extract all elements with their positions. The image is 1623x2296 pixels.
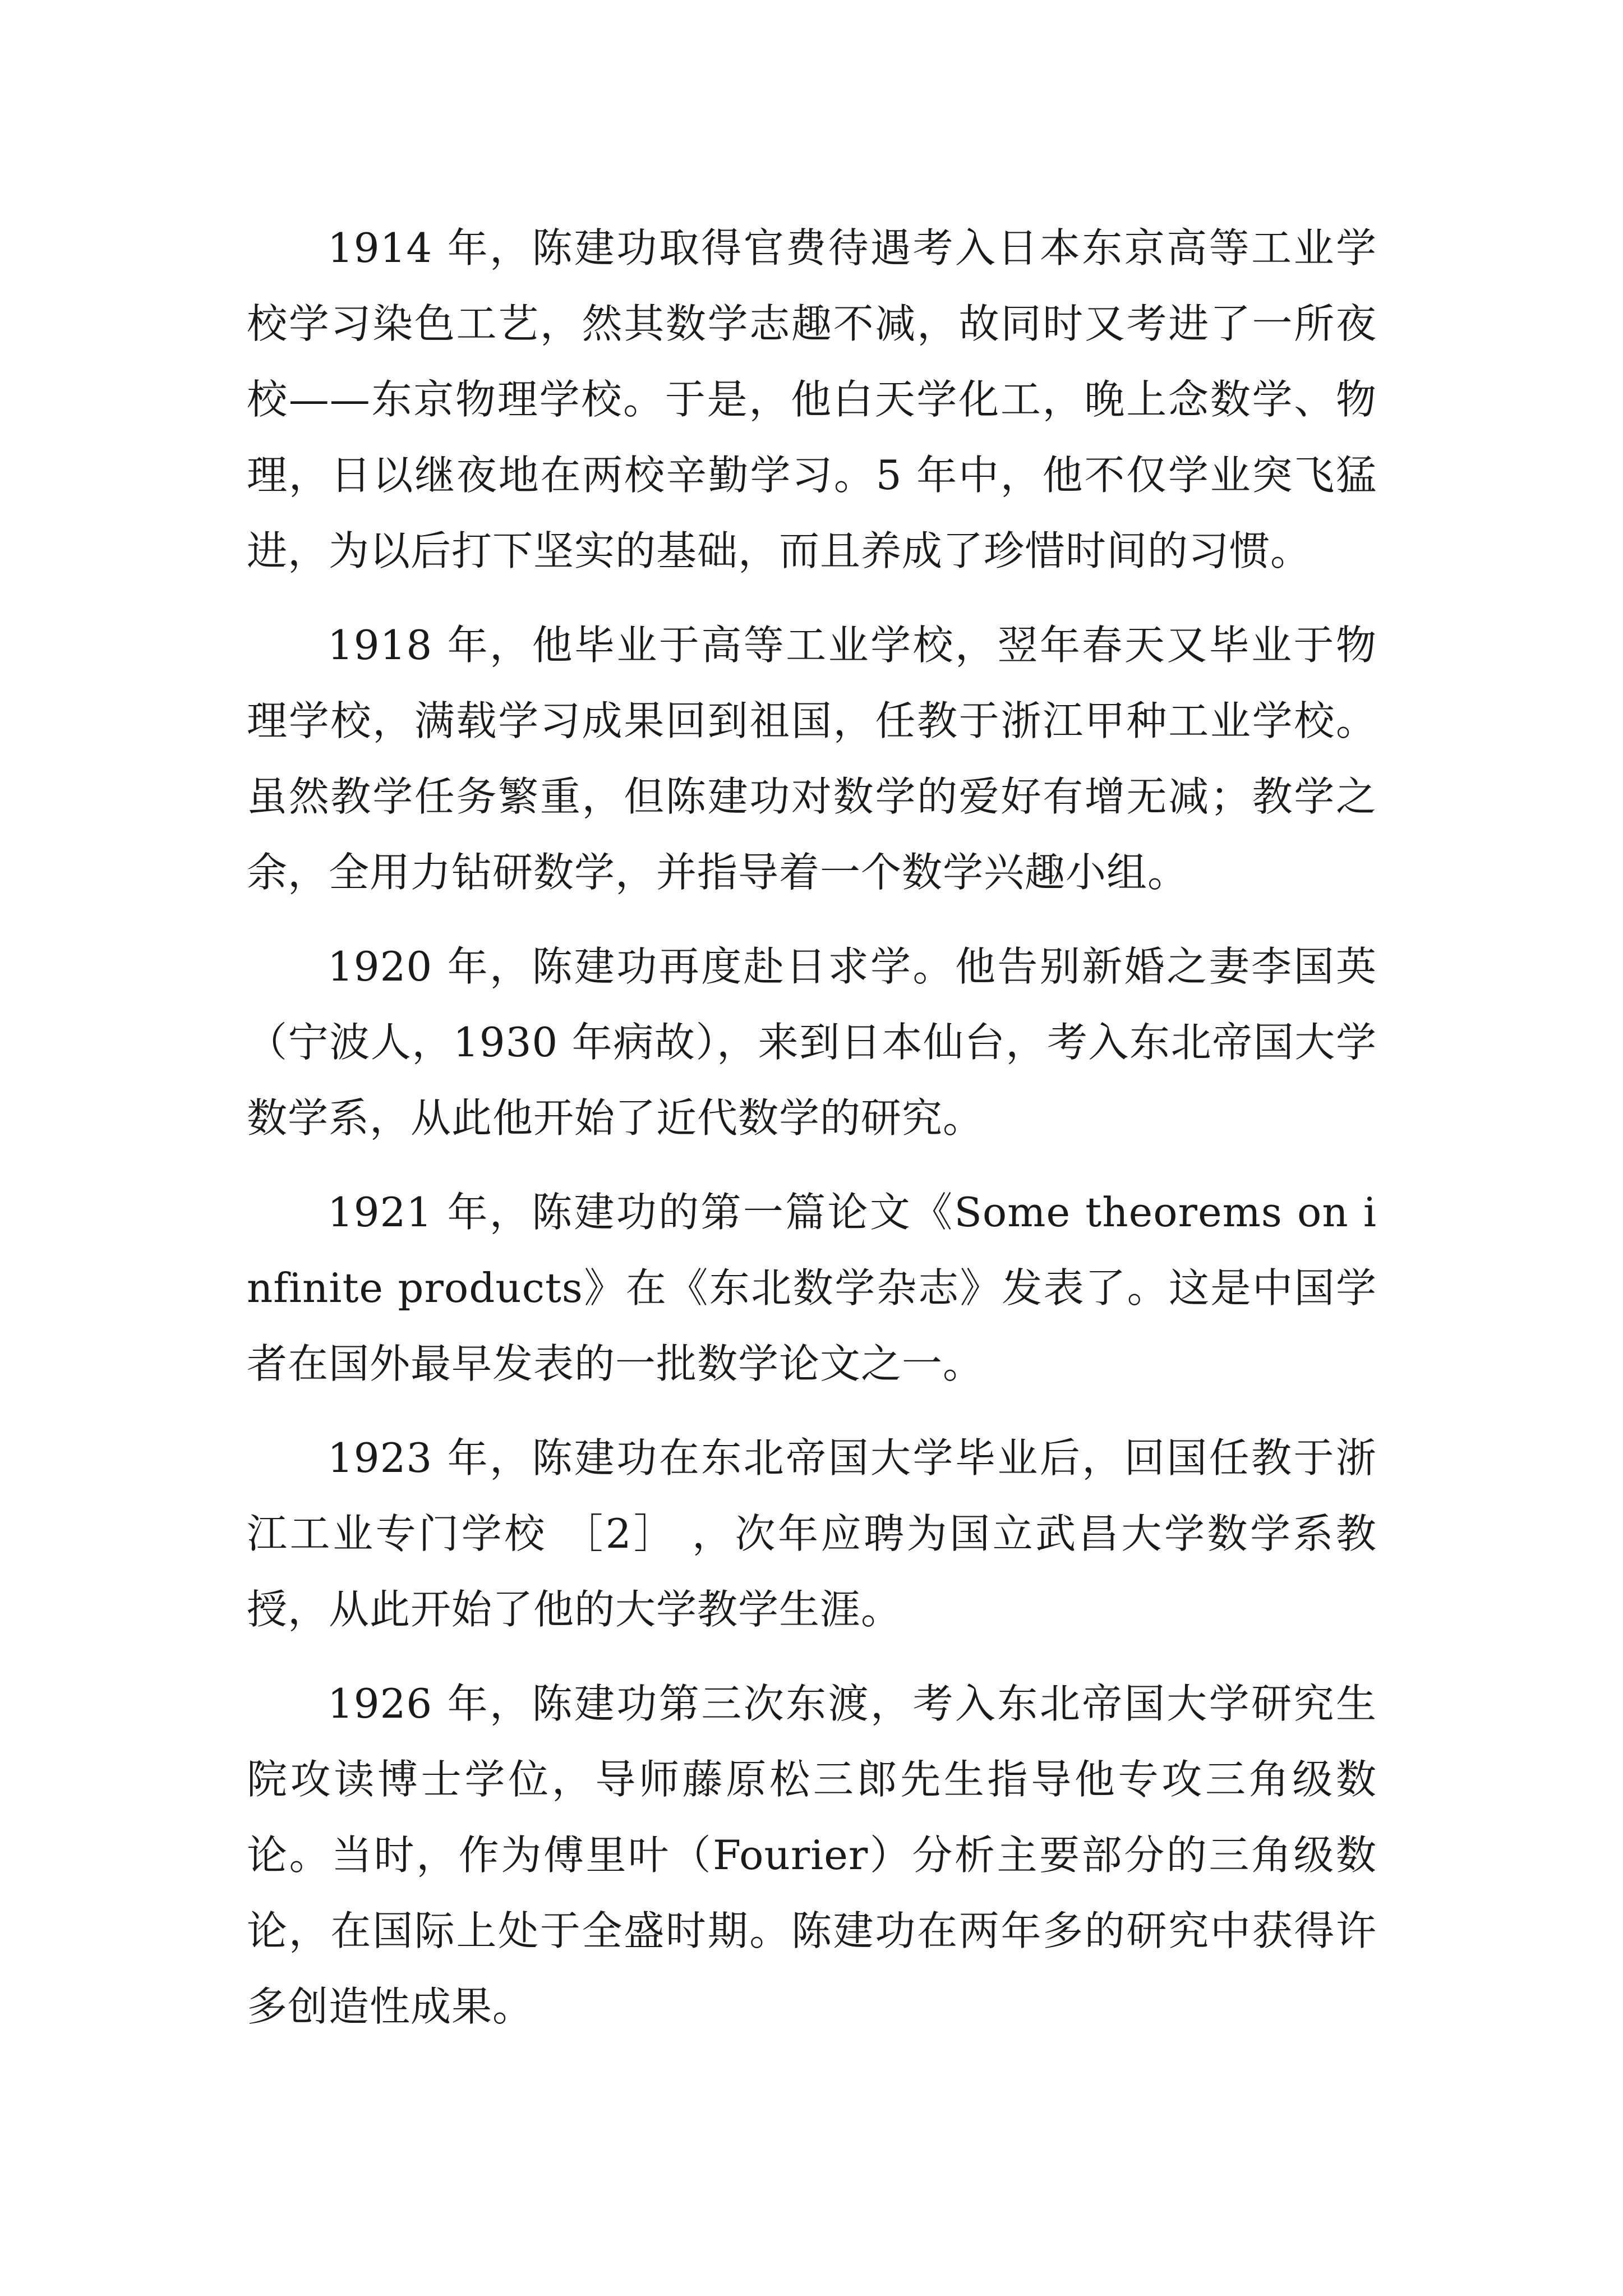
paragraph-1920: 1920 年，陈建功再度赴日求学。他告别新婚之妻李国英（宁波人，1930 年病故），来到日本仙台，考入东北帝国大学数学系，从此他开始了近代数学的研究。: [247, 943, 1377, 1142]
paragraph-1921: 1921 年，陈建功的第一篇论文《Some theorems on infinite products》在《东北数学杂志》发表了。这是中国学者在国外最早发表的一批数学论文之一。: [247, 1189, 1377, 1387]
document-body: [247, 210, 1377, 2063]
paragraph-1923: 1923 年，陈建功在东北帝国大学毕业后，回国任教于浙江工业专门学校 ［2］ ，次年应聘为国立武昌大学数学系教授，从此开始了他的大学教学生涯。: [247, 1434, 1377, 1633]
paragraph-1926: 1926 年，陈建功第三次东渡，考入东北帝国大学研究生院攻读博士学位，导师藤原松三郎先生指导他专攻三角级数论。当时，作为傅里叶（Fourier）分析主要部分的三角级数论，在国际上处于全盛时期。陈建功在两年多的研究中获得许多创造性成果。: [247, 1680, 1377, 2030]
paragraph-1914: 1914 年，陈建功取得官费待遇考入日本东京高等工业学校学习染色工艺，然其数学志趣不减，故同时又考进了一所夜校——东京物理学校。于是，他白天学化工，晚上念数学、物理，日以继夜地在两校辛勤学习。5 年中，他不仅学业突飞猛进，为以后打下坚实的基础，而且养成了珍惜时间的习惯。: [247, 224, 1377, 574]
paragraph-1918: 1918 年，他毕业于高等工业学校，翌年春天又毕业于物理学校，满载学习成果回到祖国，任教于浙江甲种工业学校。虽然教学任务繁重，但陈建功对数学的爱好有增无减；教学之余，全用力钻研数学，并指导着一个数学兴趣小组。: [247, 622, 1377, 896]
